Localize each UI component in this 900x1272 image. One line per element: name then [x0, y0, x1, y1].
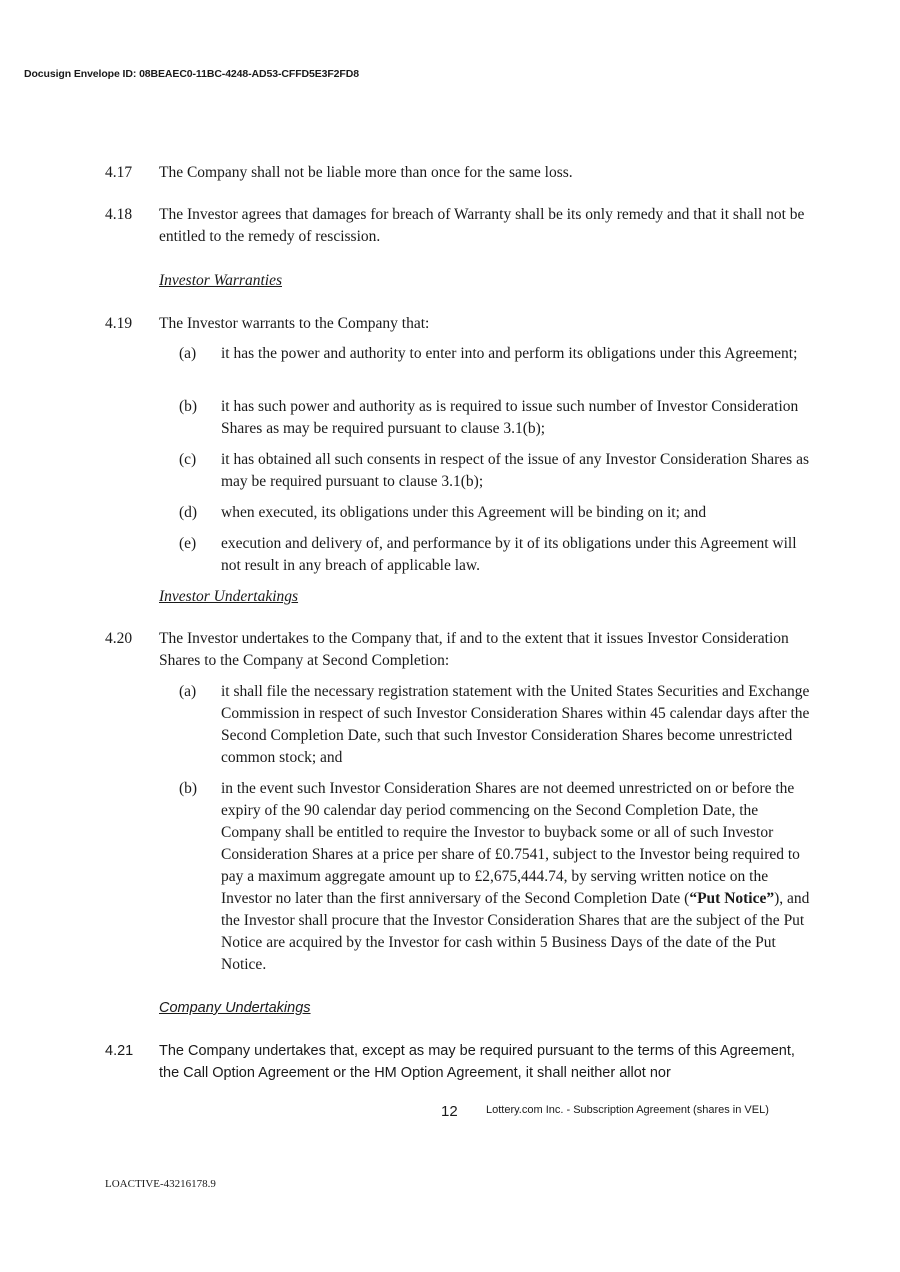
clause-text-4-17: The Company shall not be liable more than once for the same loss.	[159, 164, 573, 181]
defined-term-put-notice: “Put Notice”	[689, 890, 775, 907]
item-label: (d)	[179, 504, 198, 521]
item-label: (c)	[179, 451, 197, 468]
page-number: 12	[441, 1103, 458, 1120]
docusign-envelope-id: Docusign Envelope ID: 08BEAEC0-11BC-4248-AD53-CFFD5E3F2FD8	[24, 68, 359, 80]
clause-text-4-18: The Investor agrees that damages for breach of Warranty shall be its only remedy and that it shall not be entitled to the remedy of rescission.	[159, 206, 805, 245]
item-label: (b)	[179, 398, 198, 415]
item-text: it shall file the necessary registration statement with the United States Securities and Exchange Commission in respect of such Investor Consideration Shares within 45 calendar days after the Second Completion Date, such that such Investor Consideration Shares become unrestricted common stock; and	[221, 683, 810, 766]
clause-text-4-20: The Investor undertakes to the Company that, if and to the extent that it issues Investor Consideration Shares to the Company at Second Completion:	[159, 630, 789, 669]
document-reference: LOACTIVE-43216178.9	[105, 1178, 216, 1190]
footer-title: Lottery.com Inc. - Subscription Agreement (shares in VEL)	[486, 1104, 769, 1116]
clause-text-4-21: The Company undertakes that, except as may be required pursuant to the terms of this Agreement, the Call Option Agreement or the HM Option Agreement, it shall neither allot nor	[159, 1043, 795, 1081]
clause-text-4-19: The Investor warrants to the Company that:	[159, 315, 430, 332]
item-text-part: in the event such Investor Consideration Shares are not deemed unrestricted on or before the expiry of the 90 calendar day period commencing on the Second Completion Date, the Company shall be entitled to require the Investor to buyback some or all of such Investor Consideration Shares at a price per share of £0.7541, subject to the Investor being required to pay a maximum aggregate amount up to £2,675,444.74, by serving written notice on the Investor no later than the first anniversary of the Second Completion Date (	[221, 780, 800, 907]
item-label: (a)	[179, 345, 197, 362]
clause-number-4-18: 4.18	[105, 206, 133, 223]
clause-number-4-21: 4.21	[105, 1043, 134, 1059]
item-label: (a)	[179, 683, 197, 700]
clause-number-4-20: 4.20	[105, 630, 133, 647]
item-text-put-notice	[221, 778, 811, 976]
item-text: it has such power and authority as is required to issue such number of Investor Consideration Shares as may be required pursuant to clause 3.1(b);	[221, 398, 799, 437]
item-label: (e)	[179, 535, 197, 552]
clause-number-4-19: 4.19	[105, 315, 133, 332]
heading-company-undertakings: Company Undertakings	[159, 1000, 311, 1016]
heading-investor-undertakings: Investor Undertakings	[159, 588, 299, 605]
clause-number-4-17: 4.17	[105, 164, 133, 181]
item-text: when executed, its obligations under this Agreement will be binding on it; and	[221, 504, 707, 521]
item-text: it has obtained all such consents in respect of the issue of any Investor Consideration Shares as may be required pursuant to clause 3.1(b);	[221, 451, 810, 490]
heading-investor-warranties: Investor Warranties	[159, 272, 282, 289]
item-label: (b)	[179, 780, 198, 797]
item-text: execution and delivery of, and performance by it of its obligations under this Agreement will not result in any breach of applicable law.	[221, 535, 797, 574]
item-text: it has the power and authority to enter into and perform its obligations under this Agreement;	[221, 345, 798, 362]
item-text-part: ), and the Investor shall procure that the Investor Consideration Shares that are the subject of the Put Notice are acquired by the Investor for cash within 5 Business Days of the date of the Put Notice.	[221, 890, 810, 973]
